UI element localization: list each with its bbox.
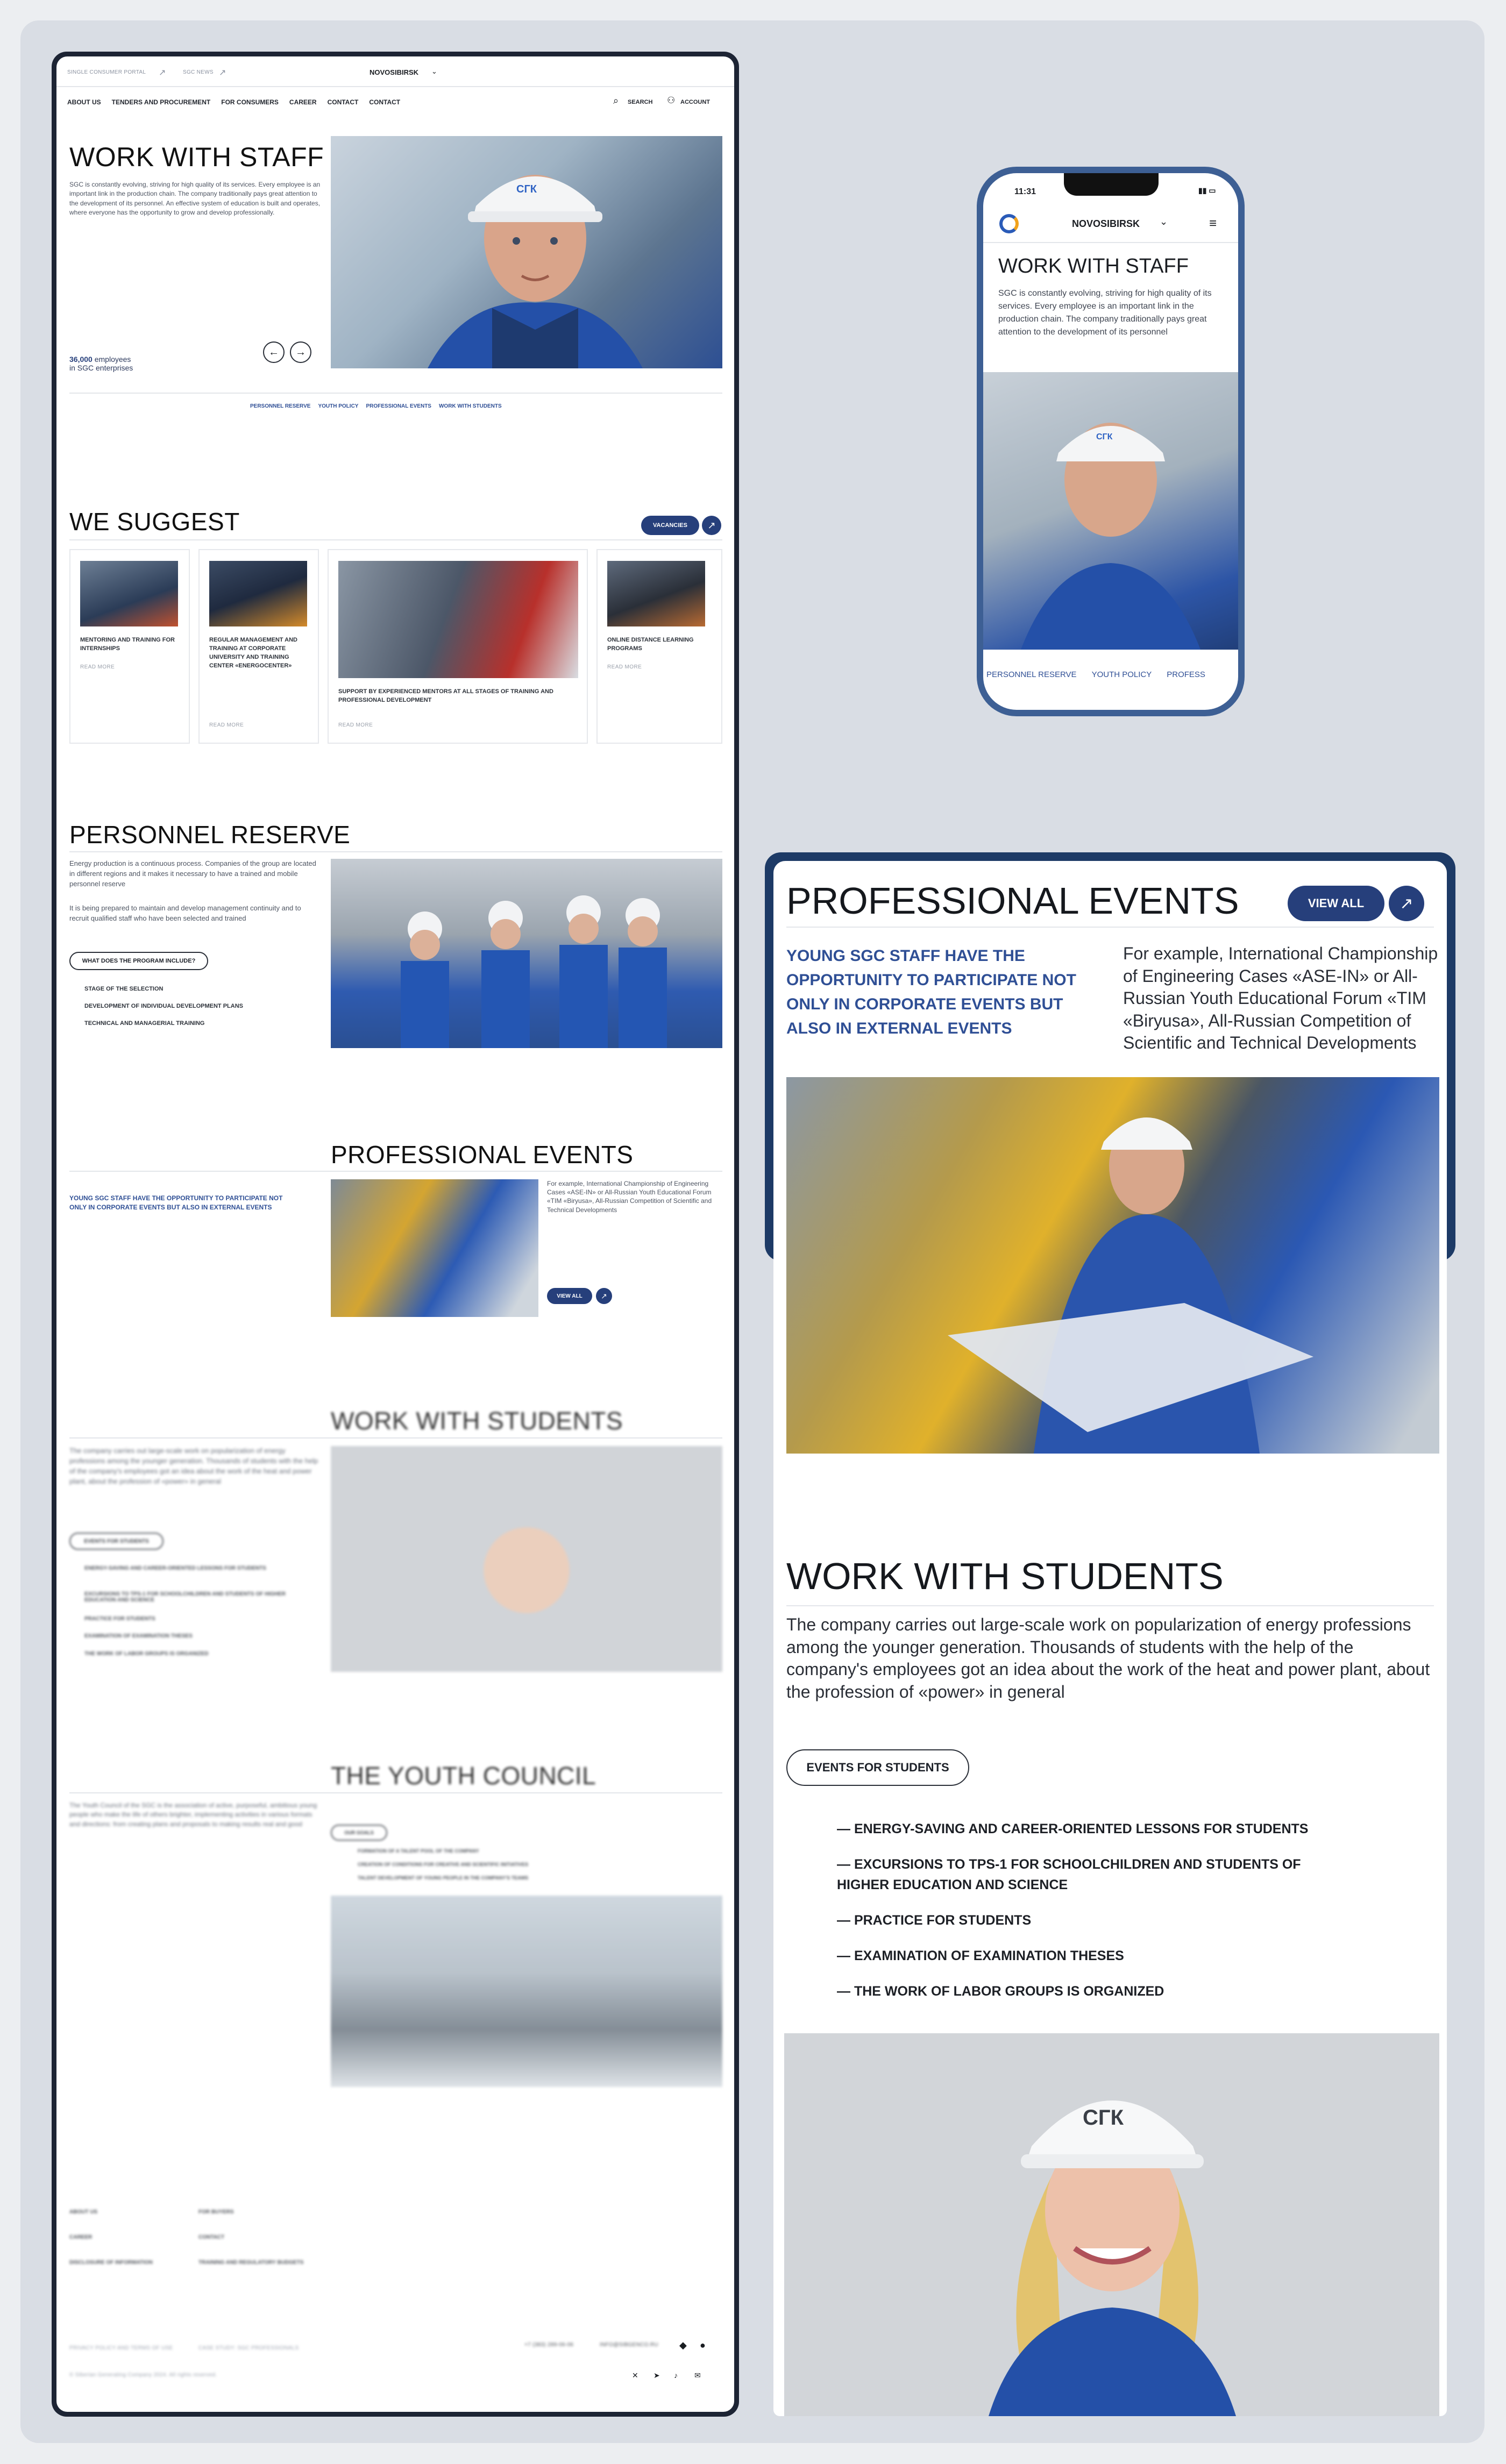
search-icon[interactable]: ⌕ (613, 95, 619, 106)
account-button[interactable]: ACCOUNT (680, 99, 710, 105)
vk-icon[interactable]: ✕ (632, 2371, 638, 2380)
footer-phone[interactable]: +7 (383) 289-06-06 (524, 2342, 574, 2348)
footer-copyright: © Siberian Generating Company 2024. All rights reserved. (69, 2372, 217, 2378)
students-item: ENERGY-SAVING AND CAREER-ORIENTED LESSONS FOR STUDENTS (84, 1565, 266, 1571)
subtab-work-with-students[interactable]: WORK WITH STUDENTS (438, 403, 502, 409)
phone-hero-photo (983, 372, 1238, 650)
hero-description: SGC is constantly evolving, striving for high quality of its services. Every employee is an important link in the production chain. The company traditionally pays great attention to the development of its personnel. An effective system of education is built and operates, where everyone has the opportunity to grow and develop professionally. (69, 181, 321, 217)
subtab-personnel-reserve[interactable]: PERSONNEL RESERVE (250, 403, 311, 409)
footer-link[interactable]: ABOUT US (69, 2209, 98, 2215)
footer-case[interactable]: CASE STUDY: SGC PROFESSIONALS (198, 2345, 299, 2351)
phone-description: SGC is constantly evolving, striving for high quality of its services. Every employee is an important link in the production chain. The company traditionally pays great attention to the development of its personnel (998, 289, 1212, 337)
reserve-item: DEVELOPMENT OF INDIVIDUAL DEVELOPMENT PLANS (84, 1003, 243, 1009)
hero-photo-worker (331, 136, 722, 368)
external-arrow-icon: ↗ (159, 68, 166, 77)
tablet-events-photo (786, 1077, 1439, 1454)
stat-number: 36,000 (69, 355, 93, 364)
card-caption: ONLINE DISTANCE LEARNING PROGRAMS (607, 637, 694, 652)
view-all-button[interactable]: VIEW ALL (1288, 886, 1384, 921)
suggest-card[interactable] (596, 549, 722, 744)
tablet-students-title: WORK WITH STUDENTS (786, 1555, 1224, 1597)
suggest-card[interactable] (69, 549, 190, 744)
worker-portrait-illustration (983, 372, 1238, 650)
events-text: For example, International Championship of Engineering Cases «ASE-IN» or All-Russian Youth Educational Forum «TIM «Biryusa», All-Russian Competition of Scientific and Technical Developments (547, 1180, 712, 1214)
footer-link[interactable]: TRAINING AND REGULATORY BUDGETS (198, 2260, 304, 2266)
youth-goals-button[interactable]: OUR GOALS (331, 1825, 387, 1841)
reserve-photo-team (331, 859, 722, 1048)
students-item: — EXCURSIONS TO TPS-1 FOR SCHOOLCHILDREN AND STUDENTS OF HIGHER EDUCATION AND SCIENCE (837, 1855, 1353, 1895)
svg-text:СГК: СГК (516, 183, 537, 195)
stat-label: employees (92, 355, 131, 364)
subtab-youth-policy[interactable]: YOUTH POLICY (318, 403, 359, 409)
phone-notch (1064, 173, 1159, 196)
card-photo (80, 561, 178, 626)
students-item: — ENERGY-SAVING AND CAREER-ORIENTED LESSONS FOR STUDENTS (837, 1819, 1375, 1840)
student-portrait-illustration (784, 2033, 1439, 2416)
events-photo (331, 1179, 538, 1317)
students-item: EXAMINATION OF EXAMINATION THESES (84, 1633, 193, 1639)
reserve-text-2: It is being prepared to maintain and develop management continuity and to recruit qualified staff who have been selected and trained (69, 904, 301, 922)
sgc-logo-icon[interactable] (999, 214, 1019, 233)
view-all-button[interactable]: VIEW ALL (547, 1288, 592, 1304)
card-caption: MENTORING AND TRAINING FOR INTERNSHIPS (80, 637, 175, 652)
divider (69, 539, 722, 540)
students-events-button[interactable]: EVENTS FOR STUDENTS (69, 1533, 164, 1550)
tablet-students-photo (784, 2033, 1439, 2416)
prev-slide-button[interactable]: ← (263, 341, 285, 363)
card-caption: REGULAR MANAGEMENT AND TRAINING AT CORPORATE UNIVERSITY AND TRAINING CENTER «ENERGOCENTER» (209, 637, 297, 669)
footer-link[interactable]: DISCLOSURE OF INFORMATION (69, 2260, 153, 2266)
footer-link[interactable]: CONTACT (198, 2234, 225, 2240)
subtab-personnel-reserve[interactable]: PERSONNEL RESERVE (986, 670, 1077, 679)
tablet-device (765, 852, 1455, 2416)
reserve-title: PERSONNEL RESERVE (69, 821, 351, 849)
students-title: WORK WITH STUDENTS (331, 1407, 623, 1435)
card-photo (607, 561, 705, 626)
events-for-students-button[interactable]: EVENTS FOR STUDENTS (786, 1749, 969, 1786)
youth-item: CREATION OF CONDITIONS FOR CREATIVE AND SCIENTIFIC INITIATIVES (358, 1862, 529, 1867)
phone-screen (983, 173, 1238, 710)
tablet-events-title: PROFESSIONAL EVENTS (786, 880, 1239, 922)
telegram-icon[interactable]: ➤ (653, 2371, 660, 2380)
apple-icon[interactable]: ● (700, 2340, 706, 2351)
students-item: THE WORK OF LABOR GROUPS IS ORGANIZED (84, 1651, 209, 1657)
events-title: PROFESSIONAL EVENTS (331, 1141, 634, 1169)
program-button[interactable]: WHAT DOES THE PROGRAM INCLUDE? (69, 952, 208, 970)
youth-text: The Youth Council of the SGC is the association of active, purposeful, ambitious young people who make the life of others brighter, implementing activities in various formats and directions: from creating plans and proposals to making results real and good (69, 1801, 317, 1828)
subtab-youth-policy[interactable]: YOUTH POLICY (1091, 670, 1152, 679)
arrow-up-right-icon[interactable]: ↗ (1389, 886, 1424, 921)
menu-icon[interactable]: ≡ (1209, 216, 1217, 231)
subnav-tabs (250, 403, 502, 409)
search-button[interactable]: SEARCH (628, 99, 653, 105)
arrow-up-right-icon[interactable]: ↗ (702, 516, 721, 535)
divider (69, 393, 722, 394)
tablet-screen (773, 861, 1447, 2416)
nav-contact[interactable]: CONTACT (327, 98, 359, 106)
chevron-down-icon[interactable]: ⌄ (431, 67, 437, 75)
students-photo (331, 1446, 722, 1672)
svg-text:СГК: СГК (1096, 432, 1113, 441)
arrow-up-right-icon[interactable]: ↗ (596, 1288, 612, 1304)
status-time: 11:31 (1014, 187, 1036, 196)
desktop-screen (56, 56, 734, 2412)
vacancies-button[interactable]: VACANCIES (641, 516, 699, 535)
footer-link[interactable]: FOR BUYERS (198, 2209, 234, 2215)
portal-link[interactable]: SINGLE CONSUMER PORTAL (67, 69, 146, 75)
youth-item: TALENT DEVELOPMENT OF YOUNG PEOPLE IN THE COMPANY'S TEAMS (358, 1875, 529, 1881)
chevron-down-icon[interactable]: ⌄ (1160, 216, 1168, 227)
mail-icon[interactable]: ✉ (694, 2371, 701, 2380)
subtab-professional-events[interactable]: PROFESS (1167, 670, 1205, 679)
divider (69, 1437, 722, 1438)
youth-photo (331, 1896, 722, 2087)
students-item: — PRACTICE FOR STUDENTS (837, 1911, 1031, 1931)
worker-portrait-illustration (331, 136, 722, 368)
nav-career[interactable]: CAREER (289, 98, 317, 106)
card-photo (338, 561, 578, 678)
tablet-students-text: The company carries out large-scale work on popularization of energy professions among the younger generation. Thousands of students with the help of the company's employees got an idea about the work of the heat and power plant, about the profession of «power» in general (786, 1615, 1430, 1701)
phone-device-frame (977, 167, 1245, 716)
employee-stat (69, 355, 133, 372)
subtab-professional-events[interactable]: PROFESSIONAL EVENTS (366, 403, 431, 409)
nav-contact-2[interactable]: CONTACT (369, 98, 401, 106)
news-link[interactable]: SGC NEWS (183, 69, 214, 75)
students-item: — THE WORK OF LABOR GROUPS IS ORGANIZED (837, 1982, 1164, 2002)
footer-link[interactable]: CAREER (69, 2234, 93, 2240)
nav-tenders[interactable]: TENDERS AND PROCUREMENT (111, 98, 211, 106)
desktop-device-frame (52, 52, 739, 2417)
suggest-card-wide[interactable] (328, 549, 588, 744)
divider (786, 927, 1434, 928)
city-selector[interactable]: NOVOSIBIRSK (1072, 218, 1140, 229)
city-selector[interactable]: NOVOSIBIRSK (370, 68, 419, 76)
tablet-events-lead: YOUNG SGC STAFF HAVE THE OPPORTUNITY TO PARTICIPATE NOT ONLY IN CORPORATE EVENTS BUT ALSO IN EXTERNAL EVENTS (786, 947, 1076, 1037)
engineer-blueprint-illustration (786, 1077, 1439, 1454)
events-lead: YOUNG SGC STAFF HAVE THE OPPORTUNITY TO PARTICIPATE NOT ONLY IN CORPORATE EVENTS BUT ALSO IN EXTERNAL EVENTS (69, 1194, 283, 1212)
external-arrow-icon: ↗ (219, 68, 226, 77)
footer-privacy[interactable]: PRIVACY POLICY AND TERMS OF USE (69, 2345, 173, 2351)
students-text: The company carries out large-scale work on popularization of energy professions among the younger generation. Thousands of students with the help of the company's employees got an idea about the work of the heat and power plant, about the profession of «power» in general (69, 1447, 318, 1485)
nav-about[interactable]: ABOUT US (67, 98, 101, 106)
divider (69, 1171, 722, 1172)
suggest-card[interactable] (198, 549, 319, 744)
divider (786, 1605, 1434, 1606)
page-title: WORK WITH STAFF (69, 142, 324, 172)
team-illustration (331, 859, 722, 1048)
tablet-events-text: For example, International Championship of Engineering Cases «ASE-IN» or All-Russian Youth Educational Forum «TIM «Biryusa», All-Russian Competition of Scientific and Technical Developments (1123, 944, 1438, 1053)
phone-page-title: WORK WITH STAFF (998, 255, 1189, 277)
user-icon[interactable]: ⚇ (667, 95, 676, 105)
card-photo (209, 561, 307, 626)
footer-email[interactable]: INFO@SIBGENCO.RU (600, 2342, 658, 2348)
stat-sub: in SGC enterprises (69, 364, 133, 372)
main-nav (67, 98, 400, 106)
divider (69, 851, 722, 852)
divider (983, 242, 1238, 243)
students-item: EXCURSIONS TO TPS-1 FOR SCHOOLCHILDREN AND STUDENTS OF HIGHER EDUCATION AND SCIENCE (84, 1591, 286, 1603)
reserve-item: STAGE OF THE SELECTION (84, 986, 164, 992)
reserve-text-1: Energy production is a continuous process. Companies of the group are located in different regions and it makes it necessary to have a trained and mobile personnel reserve (69, 859, 316, 888)
divider (56, 86, 734, 87)
next-slide-button[interactable]: → (290, 341, 311, 363)
signal-battery-icon: ▮▮ ▭ (1198, 186, 1216, 195)
nav-consumers[interactable]: FOR CONSUMERS (221, 98, 279, 106)
youth-item: FORMATION OF A TALENT POOL OF THE COMPANY (358, 1848, 479, 1854)
youth-title: THE YOUTH COUNCIL (331, 1762, 596, 1790)
suggest-title: WE SUGGEST (69, 508, 240, 536)
students-item: — EXAMINATION OF EXAMINATION THESES (837, 1946, 1124, 1967)
hardhat-logo-text: СГК (1083, 2106, 1124, 2130)
students-item: PRACTICE FOR STUDENTS (84, 1616, 155, 1622)
card-caption: SUPPORT BY EXPERIENCED MENTORS AT ALL STAGES OF TRAINING AND PROFESSIONAL DEVELOPMENT (338, 688, 553, 703)
divider (69, 1792, 722, 1793)
read-more-link[interactable]: READ MORE (80, 664, 115, 670)
read-more-link[interactable]: READ MORE (209, 722, 244, 728)
android-icon[interactable]: ◆ (679, 2340, 687, 2351)
read-more-link[interactable]: READ MORE (338, 722, 373, 728)
tiktok-icon[interactable]: ♪ (674, 2371, 678, 2380)
read-more-link[interactable]: READ MORE (607, 664, 642, 670)
reserve-item: TECHNICAL AND MANAGERIAL TRAINING (84, 1020, 205, 1027)
phone-subnav-tabs (986, 670, 1205, 679)
